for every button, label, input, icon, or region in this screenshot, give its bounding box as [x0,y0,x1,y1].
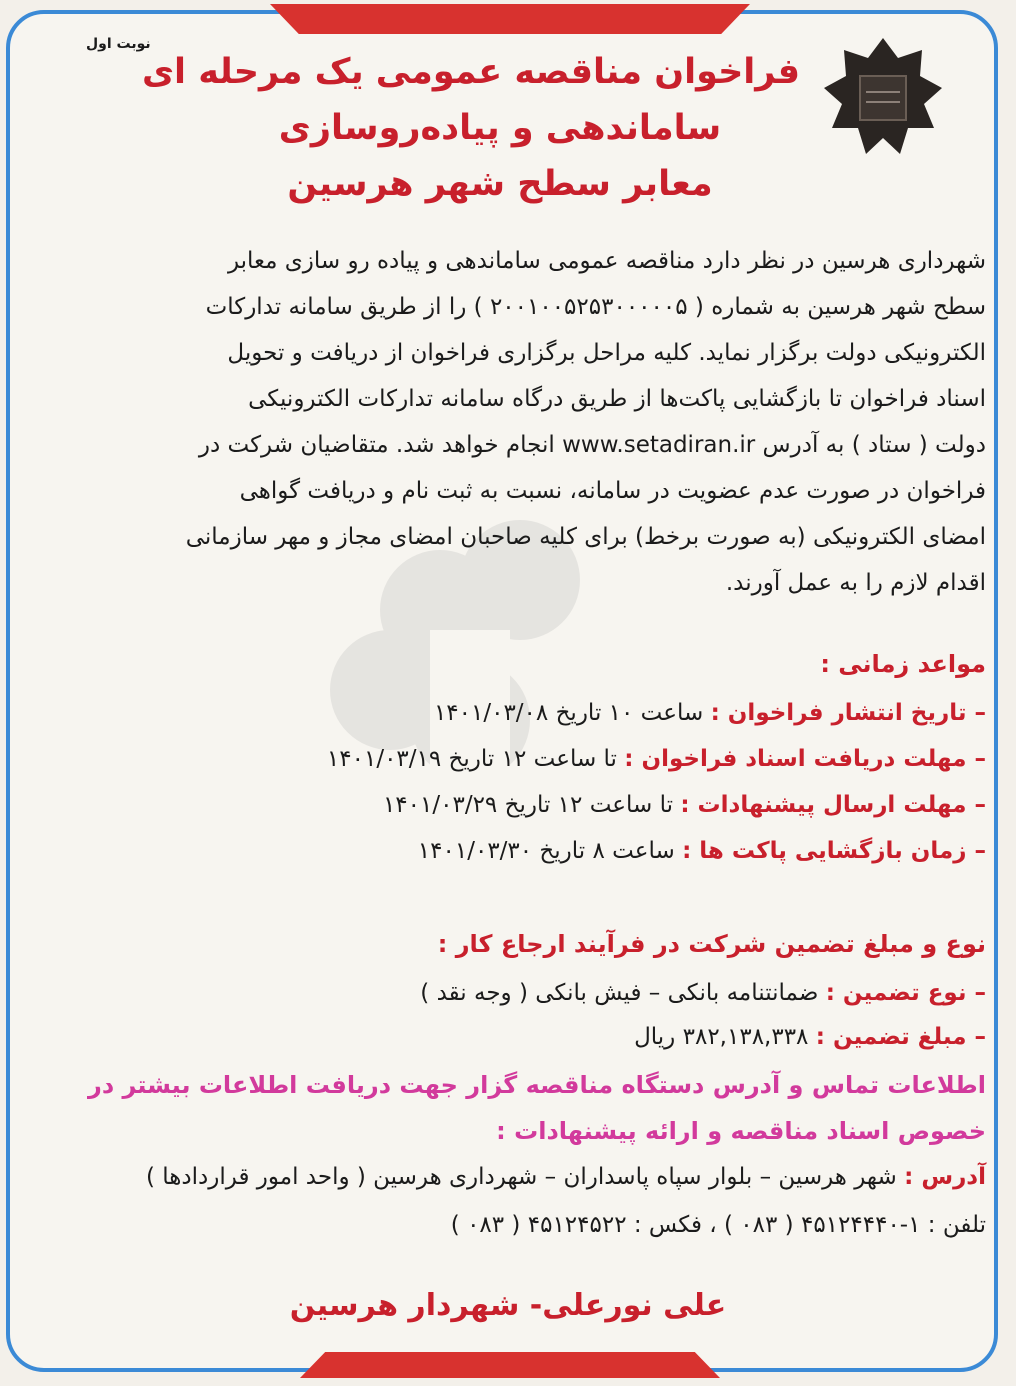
schedule-value: ساعت ۸ تاریخ ۱۴۰۱/۰۳/۳۰ [417,838,675,864]
guarantee-amount-row [634,1024,986,1050]
schedule-item [434,700,986,726]
schedule-label: – زمان بازگشایی پاکت ها : [682,838,986,864]
body-line: اقدام لازم را به عمل آورند. [725,570,986,596]
contact-info-heading [88,1062,986,1154]
top-ribbon [270,4,750,34]
schedule-value: تا ساعت ۱۲ تاریخ ۱۴۰۱/۰۳/۲۹ [382,792,674,818]
title-line-2: ساماندهی و پیاده‌روسازی [278,108,722,148]
title-line-3: معابر سطح شهر هرسین [287,164,713,204]
contact-line-1: اطلاعات تماس و آدرس دستگاه مناقصه گزار جهت دریافت اطلاعات بیشتر در [88,1071,986,1099]
title-line-1: فراخوان مناقصه عمومی یک مرحله ای [141,52,800,92]
guarantee-type-label: – نوع تضمین : [825,980,986,1006]
schedule-label: – مهلت ارسال پیشنهادات : [680,792,986,818]
schedule-item [383,792,986,818]
phone-row: تلفن : ۱-۴۵۱۲۴۴۴۰ ( ۰۸۳ ) ، فکس : ۴۵۱۲۴۵۲۲ ( ۰۸۳ ) [450,1212,986,1238]
schedule-label: – مهلت دریافت اسناد فراخوان : [624,746,986,772]
body-line: اسناد فراخوان تا بازگشایی پاکت‌ها از طریق درگاه سامانه تدارکات الکترونیکی [248,386,986,412]
schedule-item [418,838,986,864]
body-line: الکترونیکی دولت برگزار نماید. کلیه مراحل برگزاری فراخوان از دریافت و تحویل [227,340,986,366]
address-value: شهر هرسین – بلوار سپاه پاسداران – شهرداری هرسین ( واحد امور قراردادها ) [145,1164,897,1190]
bottom-ribbon [300,1352,720,1378]
notice-title [141,44,800,212]
notice-body [20,238,986,606]
guarantee-type-value: ضمانتنامه بانکی – فیش بانکی ( وجه نقد ) [420,980,819,1006]
guarantee-amount-value: ۳۸۲,۱۳۸,۳۳۸ ریال [634,1024,809,1050]
guarantee-amount-label: – مبلغ تضمین : [815,1024,986,1050]
schedule-label: – تاریخ انتشار فراخوان : [710,700,986,726]
schedule-heading: مواعد زمانی : [820,650,986,678]
body-line: امضای الکترونیکی (به صورت برخط) برای کلیه صاحبان امضای مجاز و مهر سازمانی [185,524,986,550]
body-line: شهرداری هرسین در نظر دارد مناقصه عمومی ساماندهی و پیاده رو سازی معابر [227,248,986,274]
guarantee-heading: نوع و مبلغ تضمین شرکت در فرآیند ارجاع کار : [437,930,986,958]
schedule-item [327,746,986,772]
address-label: آدرس : [904,1164,986,1190]
body-line: دولت ( ستاد ) به آدرس www.setadiran.ir انجام خواهد شد. متقاضیان شرکت در [198,432,986,458]
schedule-value: تا ساعت ۱۲ تاریخ ۱۴۰۱/۰۳/۱۹ [326,746,617,772]
edition-label: نوبت اول [86,36,151,52]
municipality-logo-icon [820,36,946,160]
address-row [146,1164,986,1190]
body-line: فراخوان در صورت عدم عضویت در سامانه، نسبت به ثبت نام و دریافت گواهی [239,478,986,504]
guarantee-type-row [420,980,986,1006]
schedule-value: ساعت ۱۰ تاریخ ۱۴۰۱/۰۳/۰۸ [433,700,704,726]
body-line: سطح شهر هرسین به شماره ( ۲۰۰۱۰۰۵۲۵۳۰۰۰۰۰۵ ) را از طریق سامانه تدارکات [205,294,986,320]
contact-line-2: خصوص اسناد مناقصه و ارائه پیشنهادات : [496,1117,986,1145]
signature: علی نورعلی- شهردار هرسین [289,1288,727,1323]
